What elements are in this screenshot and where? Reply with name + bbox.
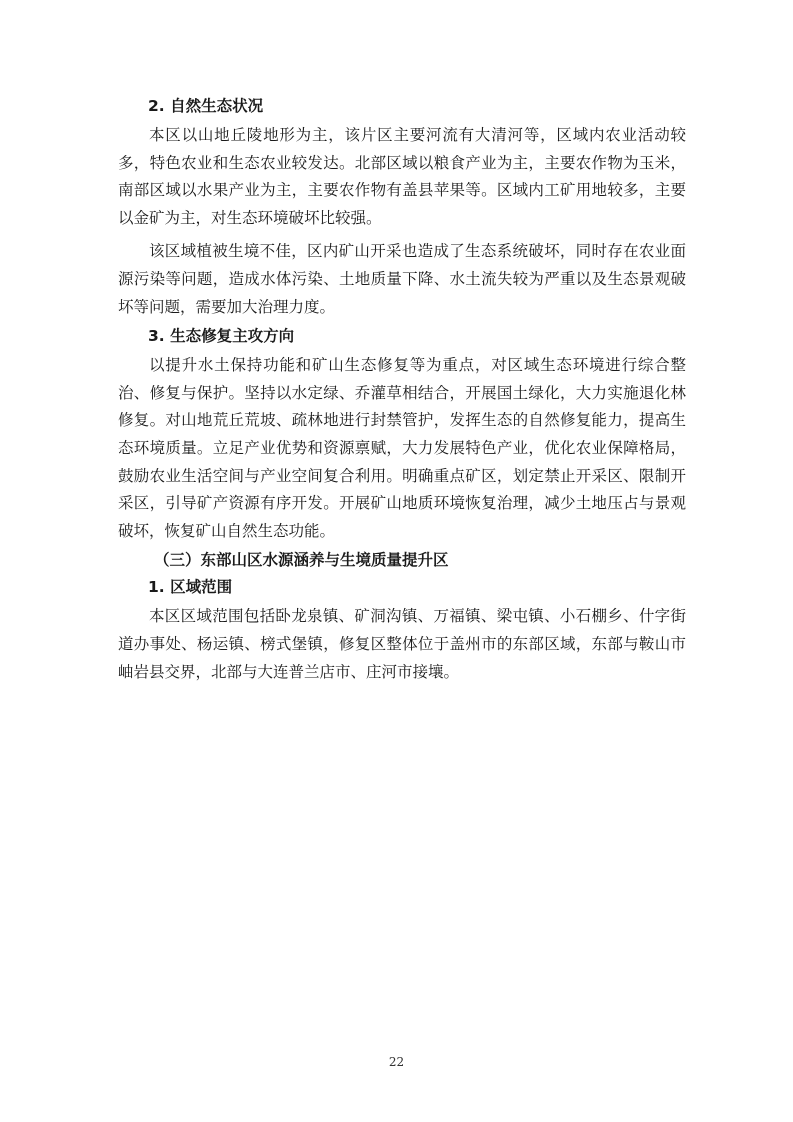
paragraph-restoration-direction-1: 以提升水土保持功能和矿山生态修复等为重点，对区域生态环境进行综合整治、修复与保护。坚持以水定绿、乔灌草相结合，开展国土绿化，大力实施退化林修复。对山地荒丘荒坡、疏林地进行封禁管护，发挥生态的自然修复能力，提高生态环境质量。立足产业优势和资源禀赋，大力发展特色产业，优化农业保障格局，鼓励农业生活空间与产业空间复合利用。明确重点矿区，划定禁止开采区、限制开采区，引导矿产资源有序开发。开展矿山地质环境恢复治理，减少土地压占与景观破坏，恢复矿山自然生态功能。 xyxy=(118,356,686,540)
section-heading-natural-ecology: 2. 自然生态状况 xyxy=(148,97,264,115)
page-number: 22 xyxy=(388,1055,405,1069)
paragraph-region-scope-1: 本区区域范围包括卧龙泉镇、矿洞沟镇、万福镇、梁屯镇、小石棚乡、什字街道办事处、杨运镇、榜式堡镇，修复区整体位于盖州市的东部区域，东部与鞍山市岫岩县交界，北部与大连普兰店市、庄河市接壤。 xyxy=(118,607,686,681)
section-heading-east-zone: （三）东部山区水源涵养与生境质量提升区 xyxy=(154,551,449,570)
paragraph-natural-ecology-2: 该区域植被生境不佳，区内矿山开采也造成了生态系统破坏，同时存在农业面源污染等问题，造成水体污染、土地质量下降、水土流失较为严重以及生态景观破坏等问题，需要加大治理力度。 xyxy=(118,242,686,316)
paragraph-natural-ecology-1: 本区以山地丘陵地形为主，该片区主要河流有大清河等，区域内农业活动较多，特色农业和生态农业较发达。北部区域以粮食产业为主，主要农作物为玉米，南部区域以水果产业为主，主要农作物有盖县苹果等。区域内工矿用地较多，主要以金矿为主，对生态环境破坏比较强。 xyxy=(118,126,686,227)
section-heading-restoration-direction: 3. 生态修复主攻方向 xyxy=(148,327,295,346)
sub-heading-region-scope: 1. 区域范围 xyxy=(148,578,233,597)
page-content xyxy=(118,93,686,686)
